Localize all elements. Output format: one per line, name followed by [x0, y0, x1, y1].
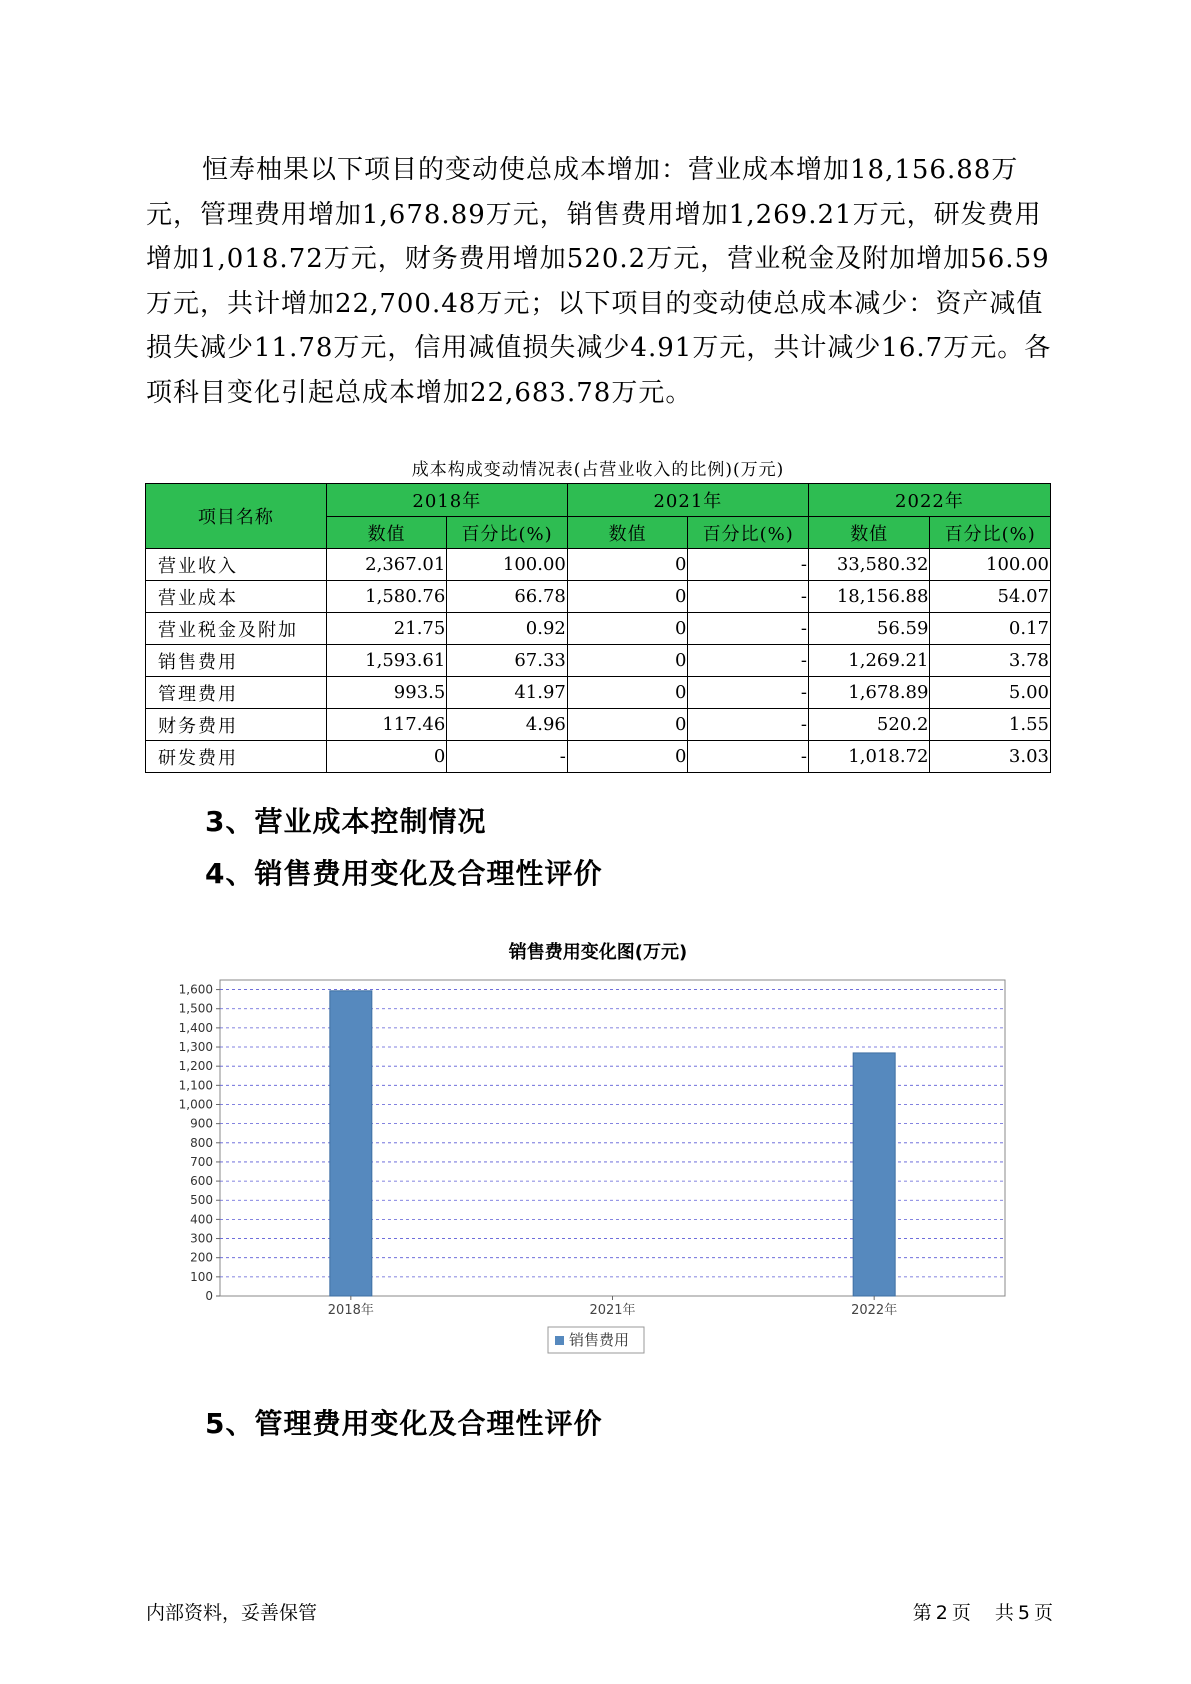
- cell-value: 1,678.89: [808, 677, 930, 709]
- cell-value: 0: [567, 549, 688, 581]
- cell-value: 2,367.01: [326, 549, 447, 581]
- section-heading-5: 5、管理费用变化及合理性评价: [205, 1407, 603, 1440]
- total-unit: 页: [1033, 1602, 1053, 1624]
- page-prefix: 第: [912, 1602, 932, 1624]
- cell-value: 520.2: [808, 709, 930, 741]
- cell-percent: -: [688, 677, 809, 709]
- header-percent: 百分比(%): [930, 517, 1051, 549]
- header-value: 数值: [567, 517, 688, 549]
- table-row: [146, 741, 1051, 773]
- cell-percent: 5.00: [930, 677, 1051, 709]
- total-prefix: 共: [994, 1602, 1014, 1624]
- y-tick-label: 0: [205, 1289, 213, 1303]
- y-tick-label: 900: [190, 1116, 213, 1131]
- section-heading-4: 4、销售费用变化及合理性评价: [205, 857, 603, 890]
- legend-label: 销售费用: [569, 1331, 630, 1349]
- header-year-2022: 2022年: [808, 484, 1050, 517]
- y-tick-label: 700: [190, 1154, 213, 1169]
- x-tick-label: 2021年: [589, 1303, 636, 1318]
- table-caption: 成本构成变动情况表(占营业收入的比例)(万元): [411, 460, 785, 480]
- y-tick-label: 1,000: [178, 1097, 213, 1112]
- cell-value: 56.59: [808, 613, 930, 645]
- legend-swatch: [555, 1336, 564, 1345]
- cell-value: 1,593.61: [326, 645, 447, 677]
- cell-value: 21.75: [326, 613, 447, 645]
- y-tick-label: 1,500: [178, 1001, 213, 1016]
- section-heading-3: 3、营业成本控制情况: [205, 805, 487, 838]
- row-name: 财务费用: [146, 709, 327, 741]
- row-name: 研发费用: [146, 741, 327, 773]
- table-row: [146, 677, 1051, 709]
- table-row: [146, 613, 1051, 645]
- cell-percent: -: [688, 709, 809, 741]
- table-row: [146, 709, 1051, 741]
- table-row: [146, 549, 1051, 581]
- cell-percent: 66.78: [447, 581, 568, 613]
- cell-percent: -: [688, 645, 809, 677]
- cell-value: 0: [567, 581, 688, 613]
- y-tick-label: 200: [190, 1250, 213, 1265]
- cell-percent: 100.00: [447, 549, 568, 581]
- cell-value: 117.46: [326, 709, 447, 741]
- header-percent: 百分比(%): [447, 517, 568, 549]
- row-name: 营业税金及附加: [146, 613, 327, 645]
- cell-value: 0: [567, 677, 688, 709]
- cell-percent: 1.55: [930, 709, 1051, 741]
- cost-structure-table: [145, 483, 1051, 773]
- y-tick-label: 800: [190, 1135, 213, 1150]
- x-tick-label: 2022年: [851, 1303, 898, 1318]
- cell-percent: -: [688, 549, 809, 581]
- chart-title: 销售费用变化图(万元): [508, 942, 688, 963]
- header-item-name: 项目名称: [146, 484, 327, 549]
- y-tick-label: 100: [190, 1269, 213, 1284]
- table-row: [146, 645, 1051, 677]
- cell-value: 993.5: [326, 677, 447, 709]
- header-year-2018: 2018年: [326, 484, 567, 517]
- footer-confidential-note: 内部资料，妥善保管: [146, 1602, 318, 1624]
- y-tick-label: 300: [190, 1231, 213, 1246]
- cell-percent: 4.96: [447, 709, 568, 741]
- cell-percent: 100.00: [930, 549, 1051, 581]
- cell-percent: -: [688, 741, 809, 773]
- row-name: 管理费用: [146, 677, 327, 709]
- y-tick-label: 400: [190, 1212, 213, 1227]
- cell-value: 0: [567, 645, 688, 677]
- page-number: [893, 1598, 1053, 1625]
- bar: [853, 1053, 895, 1296]
- cell-value: 0: [326, 741, 447, 773]
- sales-expense-bar-chart: [145, 965, 1051, 1385]
- cell-value: 0: [567, 709, 688, 741]
- cell-percent: 0.17: [930, 613, 1051, 645]
- y-tick-label: 1,200: [178, 1059, 213, 1074]
- cell-value: 0: [567, 741, 688, 773]
- row-name: 销售费用: [146, 645, 327, 677]
- cell-value: 0: [567, 613, 688, 645]
- header-percent: 百分比(%): [688, 517, 809, 549]
- y-tick-label: 1,400: [178, 1020, 213, 1035]
- cell-percent: 3.78: [930, 645, 1051, 677]
- y-tick-label: 600: [190, 1174, 213, 1189]
- cell-value: 18,156.88: [808, 581, 930, 613]
- page-unit: 页: [951, 1602, 971, 1624]
- y-tick-label: 500: [190, 1193, 213, 1208]
- page-current: 2: [935, 1602, 948, 1624]
- cell-percent: -: [688, 581, 809, 613]
- y-tick-label: 1,600: [178, 982, 213, 997]
- cell-percent: 54.07: [930, 581, 1051, 613]
- cell-percent: 3.03: [930, 741, 1051, 773]
- y-tick-label: 1,100: [178, 1078, 213, 1093]
- cell-percent: 41.97: [447, 677, 568, 709]
- cell-percent: -: [688, 613, 809, 645]
- cell-value: 1,018.72: [808, 741, 930, 773]
- row-name: 营业收入: [146, 549, 327, 581]
- cell-percent: -: [447, 741, 568, 773]
- y-tick-label: 1,300: [178, 1040, 213, 1055]
- header-year-2021: 2021年: [567, 484, 808, 517]
- cell-percent: 0.92: [447, 613, 568, 645]
- summary-paragraph: 恒寿柚果以下项目的变动使总成本增加：营业成本增加18,156.88万元，管理费用增加1,678.89万元，销售费用增加1,269.21万元，研发费用增加1,018.72万元，财务费用增加520.2万元，营业税金及附加增加56.59万元，共计增加22,700.48万元；以下项目的变动使总成本减少：资产减值损失减少11.78万元，信用减值损失减少4.91万元，共计减少16.7万元。各项科目变化引起总成本增加22,683.78万元。: [146, 155, 1052, 408]
- table-row: [146, 581, 1051, 613]
- cell-percent: 67.33: [447, 645, 568, 677]
- header-value: 数值: [326, 517, 447, 549]
- bar: [330, 991, 372, 1296]
- table-body: [146, 549, 1051, 773]
- cell-value: 33,580.32: [808, 549, 930, 581]
- page-total: 5: [1017, 1602, 1030, 1624]
- row-name: 营业成本: [146, 581, 327, 613]
- cell-value: 1,269.21: [808, 645, 930, 677]
- header-value: 数值: [808, 517, 930, 549]
- x-tick-label: 2018年: [327, 1303, 374, 1318]
- cell-value: 1,580.76: [326, 581, 447, 613]
